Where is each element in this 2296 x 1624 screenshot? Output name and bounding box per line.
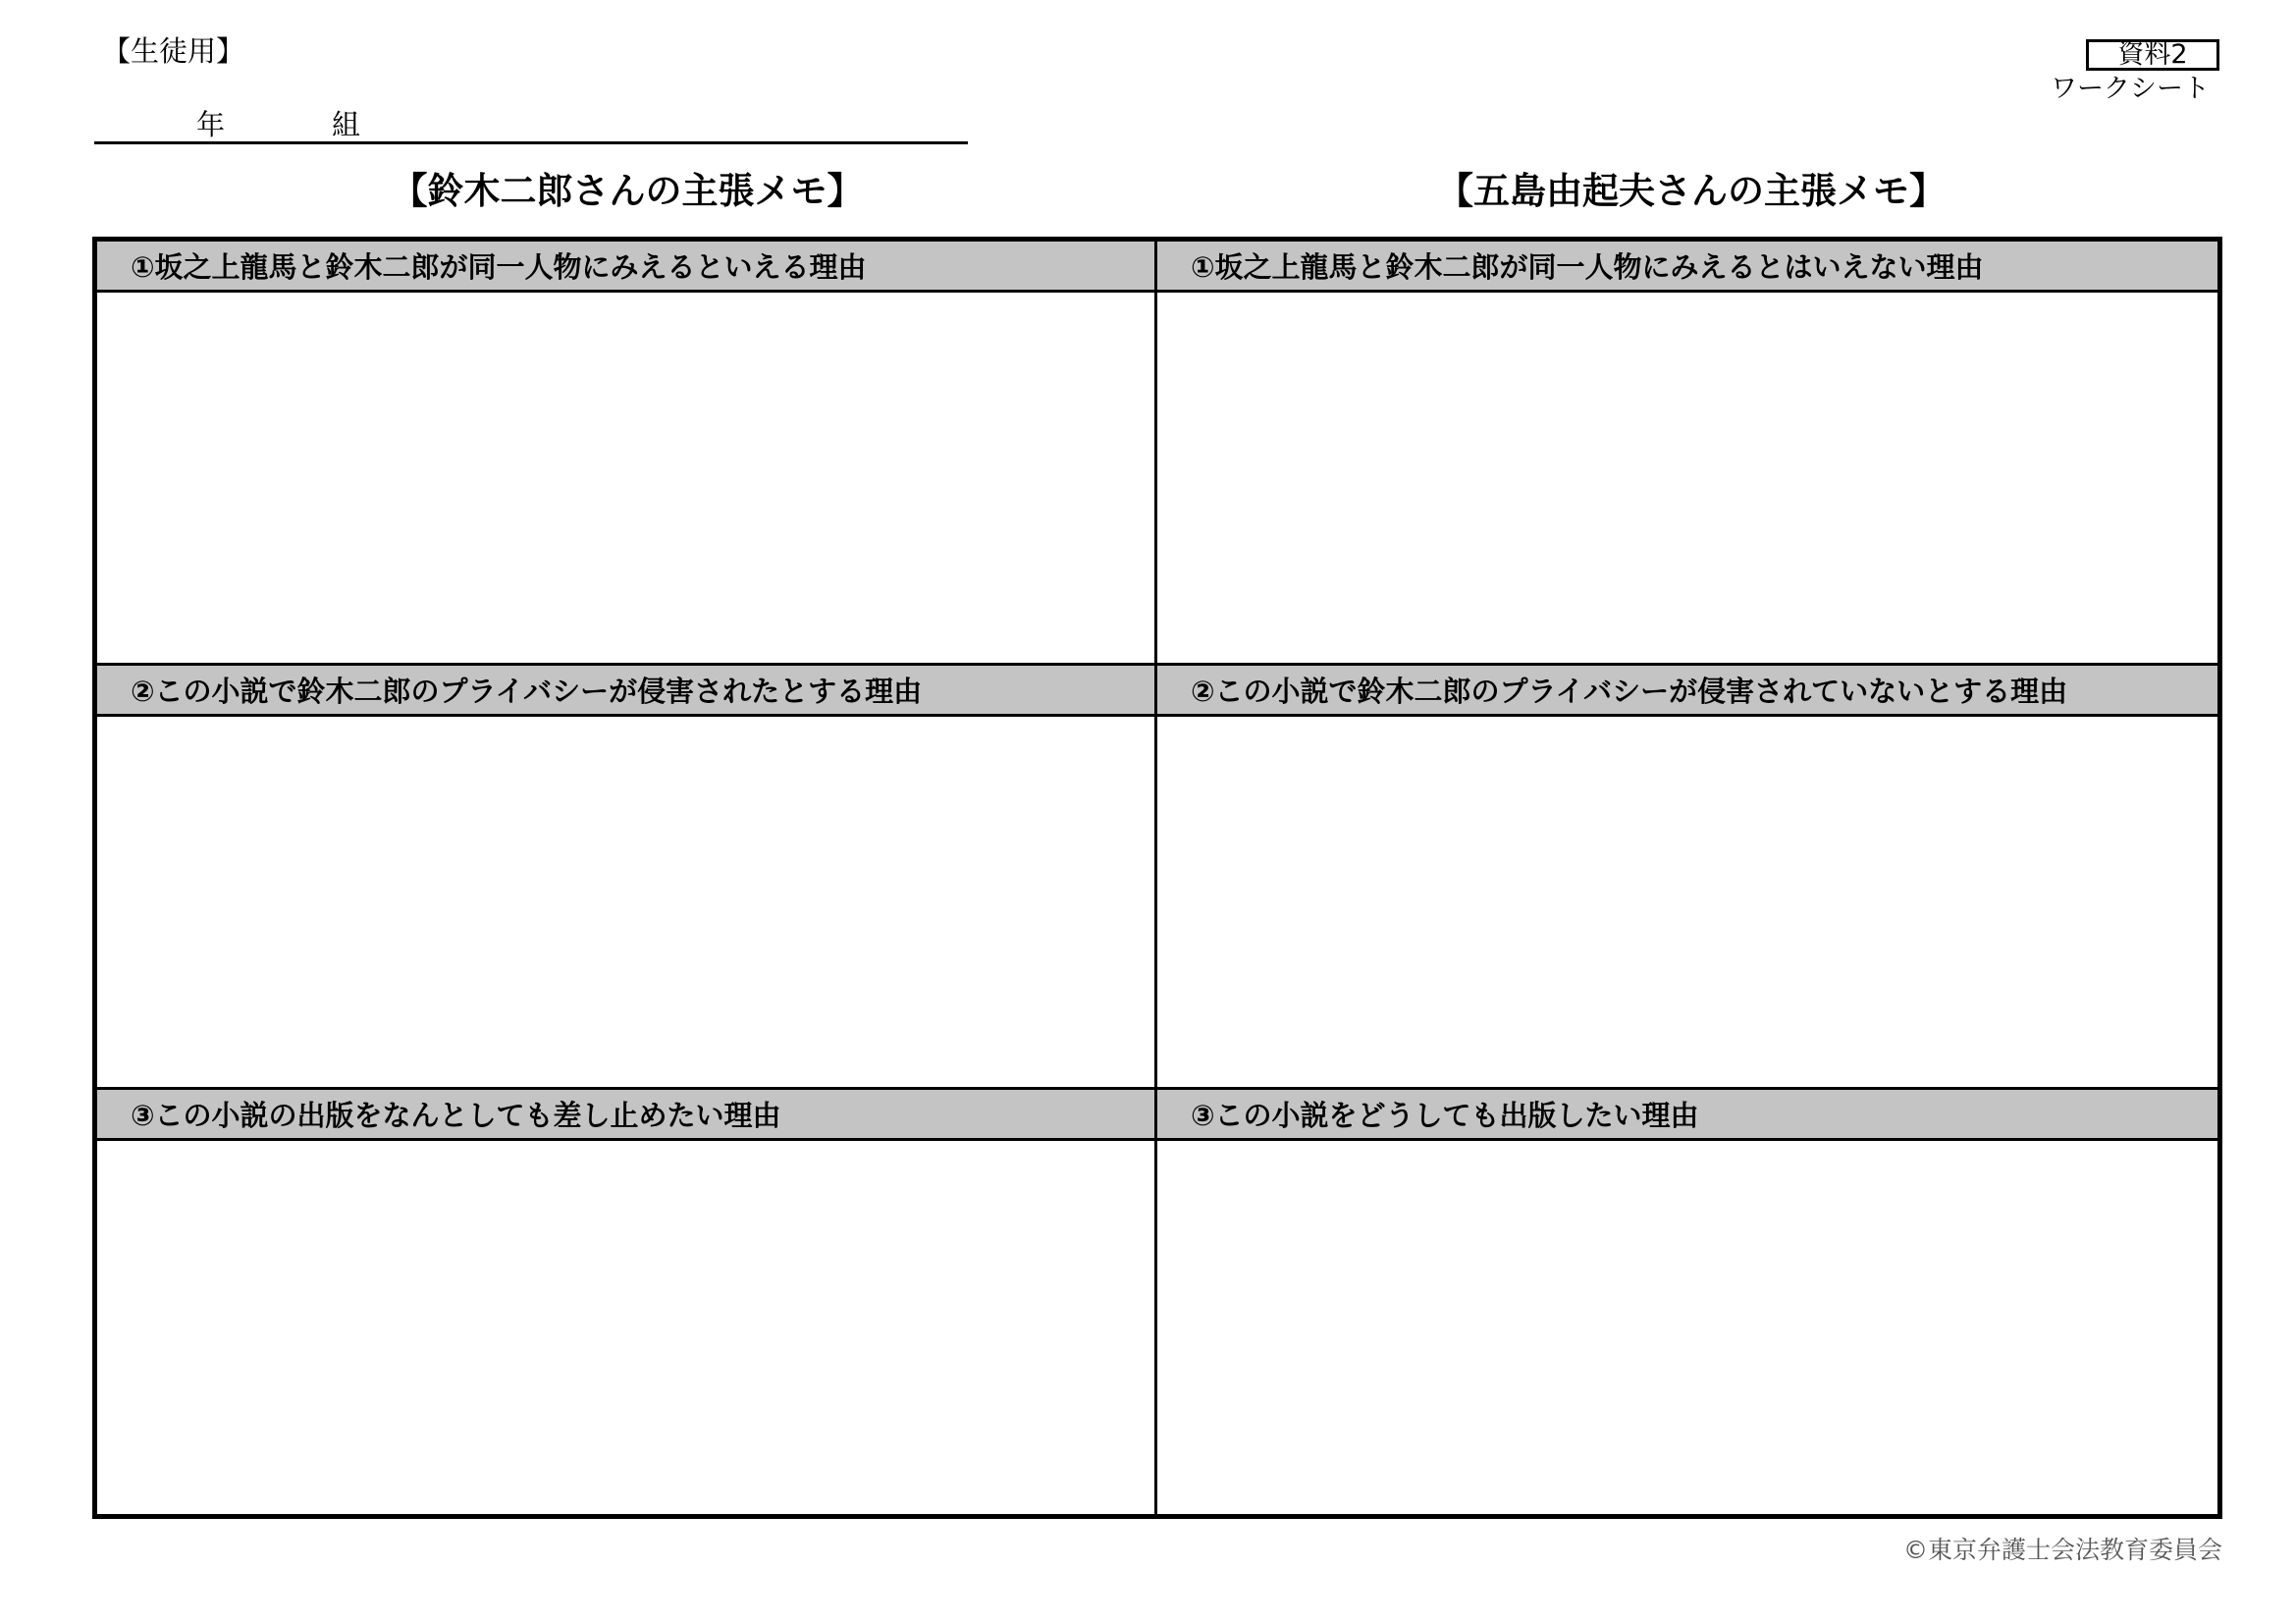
copyright-notice: ©東京弁護士会法教育委員会 xyxy=(1902,1536,2222,1564)
suzuki-reason-1-header: ①坂之上龍馬と鈴木二郎が同一人物にみえるといえる理由 xyxy=(97,242,1154,293)
suzuki-reason-3-header: ③この小説の出版をなんとしても差し止めたい理由 xyxy=(97,1090,1154,1141)
grade-label: 年 xyxy=(196,108,226,141)
suzuki-reason-1-cell xyxy=(97,242,1157,666)
goshima-reason-2-header: ②この小説で鈴木二郎のプライバシーが侵害されていないとする理由 xyxy=(1157,666,2217,717)
goshima-reason-2-cell xyxy=(1157,666,2217,1090)
suzuki-reason-1-field[interactable] xyxy=(97,293,1154,663)
suzuki-reason-2-cell xyxy=(97,666,1157,1090)
class-label: 組 xyxy=(332,108,361,141)
goshima-reason-1-field[interactable] xyxy=(1157,293,2217,663)
memo-grid xyxy=(92,237,2222,1519)
goshima-reason-1-cell xyxy=(1157,242,2217,666)
suzuki-reason-3-field[interactable] xyxy=(97,1141,1154,1514)
goshima-reason-2-field[interactable] xyxy=(1157,717,2217,1087)
goshima-reason-3-cell xyxy=(1157,1090,2217,1514)
goshima-reason-3-field[interactable] xyxy=(1157,1141,2217,1514)
suzuki-reason-3-cell xyxy=(97,1090,1157,1514)
suzuki-reason-2-field[interactable] xyxy=(97,717,1154,1087)
suzuki-reason-2-header: ②この小説で鈴木二郎のプライバシーが侵害されたとする理由 xyxy=(97,666,1154,717)
goshima-memo-heading: 【五島由起夫さんの主張メモ】 xyxy=(1437,170,1946,212)
goshima-reason-3-header: ③この小説をどうしても出版したい理由 xyxy=(1157,1090,2217,1141)
grade-class-field[interactable] xyxy=(94,108,968,144)
suzuki-memo-heading: 【鈴木二郎さんの主張メモ】 xyxy=(391,170,864,212)
goshima-reason-1-header: ①坂之上龍馬と鈴木二郎が同一人物にみえるとはいえない理由 xyxy=(1157,242,2217,293)
material-number-badge: 資料2 xyxy=(2086,39,2219,71)
student-use-label: 【生徒用】 xyxy=(102,34,245,68)
worksheet-label: ワークシート xyxy=(2051,74,2210,104)
